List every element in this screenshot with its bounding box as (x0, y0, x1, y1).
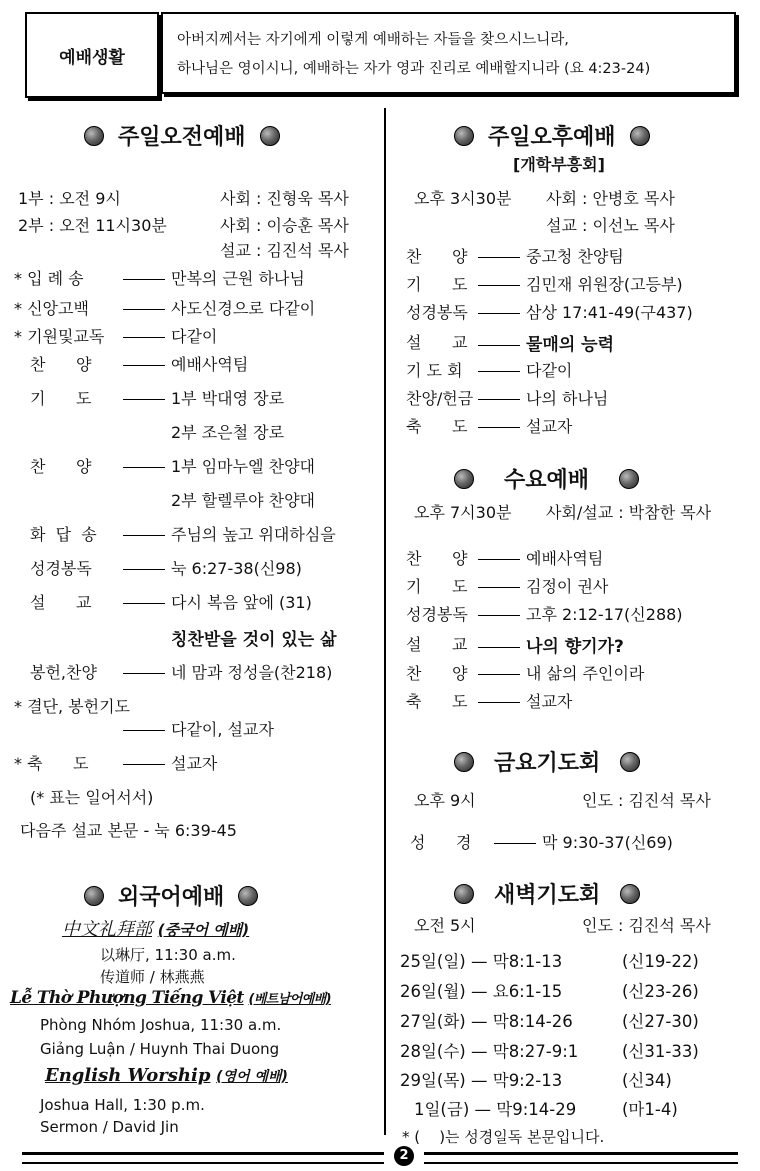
dash-icon (478, 345, 520, 346)
viet-line-2: Giảng Luận / Huynh Thai Duong (40, 1040, 280, 1058)
footer-rule-right (424, 1152, 738, 1164)
order-label: 봉헌,찬양 (30, 663, 97, 682)
order-value: 네 맘과 정성을(찬218) (117, 660, 332, 683)
dash-icon (478, 559, 520, 560)
bullet-icon (84, 126, 104, 146)
friday-heading: 금요기도회 (440, 746, 654, 777)
wednesday-heading: 수요예배 (440, 463, 653, 494)
order-value: 사도신경으로 다같이 (117, 296, 315, 319)
service2-time: 2부 : 오전 11시30분 (18, 216, 167, 235)
order-label: 축 도 (406, 692, 468, 711)
friday-time: 오후 9시 (414, 791, 476, 810)
dash-icon (478, 702, 520, 703)
page-footer (22, 1148, 738, 1163)
dash-icon (123, 399, 165, 400)
order-value: 설교자 (117, 751, 217, 774)
order-value: 2부 조은철 장로 (171, 423, 285, 442)
dawn-reading: (신19-22) (622, 952, 699, 971)
afternoon-heading: 주일오후예배 (440, 120, 664, 151)
verse-line-2: 하나님은 영이시니, 예배하는 자가 영과 진리로 예배할지니라 (요 4:23-24) (177, 61, 651, 77)
order-label: 기 도 (406, 577, 468, 596)
order-value: 나의 향기가? (472, 632, 624, 657)
order-value: 주님의 높고 위대하심을 (117, 522, 336, 545)
dash-icon (123, 569, 165, 570)
viet-title: Lễ Thờ Phượng Tiếng Việt (베트남어예배) (10, 988, 331, 1008)
bullet-icon (620, 884, 640, 904)
order-value: 김민재 위원장(고등부) (472, 272, 683, 295)
friday-value: 막 9:30-37(신69) (488, 830, 673, 853)
page-number: 2 (394, 1146, 414, 1166)
order-label: * 신앙고백 (14, 299, 89, 318)
english-line-1: Joshua Hall, 1:30 p.m. (40, 1096, 205, 1114)
dash-icon (478, 285, 520, 286)
morning-heading: 주일오전예배 (70, 120, 294, 151)
order-label: 설 교 (406, 333, 468, 352)
dash-icon (123, 673, 165, 674)
order-label: * 기원및교독 (14, 327, 105, 346)
dawn-day-row: 25일(일) — 막8:1-13 (400, 952, 563, 971)
order-value: 김정이 권사 (472, 574, 608, 597)
column-divider (384, 108, 386, 1135)
dash-icon (478, 647, 520, 648)
morning-preacher: 설교 : 김진석 목사 (220, 241, 349, 260)
order-label: 성경봉독 (30, 559, 92, 578)
dawn-reading: (신34) (622, 1071, 672, 1090)
order-label: 설 교 (30, 593, 92, 612)
order-value: 나의 하나님 (472, 386, 608, 409)
friday-leader: 인도 : 김진석 목사 (582, 791, 711, 810)
dawn-reading: (마1-4) (622, 1100, 678, 1119)
dash-icon (478, 674, 520, 675)
order-label: * 결단, 봉헌기도 (14, 697, 130, 716)
wednesday-leader: 사회/설교 : 박참한 목사 (546, 503, 712, 522)
bullet-icon (454, 884, 474, 904)
dawn-day-row: 26일(월) — 요6:1-15 (400, 982, 563, 1001)
chinese-title: 中文礼拜部 (중국어 예배) (62, 919, 250, 940)
dash-icon (123, 309, 165, 310)
order-value: 내 삶의 주인이라 (472, 661, 644, 684)
footer-rule-left (22, 1152, 384, 1164)
dawn-reading: (신27-30) (622, 1012, 699, 1031)
scripture-box (161, 12, 736, 94)
order-value: 만복의 근원 하나님 (117, 266, 305, 289)
dash-icon (478, 399, 520, 400)
order-label: 화 답 송 (30, 525, 97, 544)
order-value: 설교자 (472, 689, 572, 712)
order-label: 기 도 (406, 275, 468, 294)
dash-icon (123, 764, 165, 765)
order-label: 찬 양 (406, 549, 468, 568)
bullet-icon (619, 469, 639, 489)
standing-note: (* 표는 일어서서) (30, 788, 154, 807)
order-value: 다같이 (472, 358, 572, 381)
dash-icon (478, 615, 520, 616)
dawn-day-row: 1일(금) — 막9:14-29 (414, 1100, 577, 1119)
dash-icon (123, 279, 165, 280)
chinese-line-1: 以琳厅, 11:30 a.m. (100, 946, 236, 964)
order-value: 1부 박대영 장로 (117, 386, 284, 409)
dash-icon (123, 467, 165, 468)
bullet-icon (84, 886, 104, 906)
reading-note: * ( )는 성경일독 본문입니다. (402, 1128, 605, 1146)
order-value: 2부 할렐루야 찬양대 (171, 491, 315, 510)
dawn-day-row: 29일(목) — 막9:2-13 (400, 1071, 563, 1090)
dash-icon (123, 365, 165, 366)
english-title: English Worship (영어 예배) (45, 1065, 288, 1086)
wednesday-time: 오후 7시30분 (414, 503, 512, 522)
bullet-icon (454, 126, 474, 146)
dash-icon (123, 337, 165, 338)
bullet-icon (630, 126, 650, 146)
bullet-icon (620, 752, 640, 772)
order-label: 찬 양 (30, 457, 92, 476)
order-label: * 축 도 (14, 754, 89, 773)
dash-icon (123, 730, 165, 731)
bullet-icon (238, 886, 258, 906)
order-label: 찬 양 (406, 247, 468, 266)
chinese-line-2: 传道师 / 林燕燕 (100, 968, 205, 986)
dawn-leader: 인도 : 김진석 목사 (582, 916, 711, 935)
order-value: 다같이, 설교자 (117, 717, 274, 740)
order-label: 성경봉독 (406, 605, 468, 624)
order-value: 예배사역팀 (117, 352, 248, 375)
friday-label: 성 경 (410, 833, 472, 852)
dawn-reading: (신31-33) (622, 1042, 699, 1061)
dash-icon (478, 587, 520, 588)
order-value: 1부 임마누엘 찬양대 (117, 454, 315, 477)
dawn-day-row: 27일(화) — 막8:14-26 (400, 1012, 573, 1031)
bullet-icon (260, 126, 280, 146)
order-value: 중고청 찬양팀 (472, 244, 624, 267)
next-week-text: 다음주 설교 본문 - 눅 6:39-45 (20, 821, 237, 840)
service1-time: 1부 : 오전 9시 (18, 189, 121, 208)
section-label: 예배생활 (25, 12, 159, 98)
order-value: 삼상 17:41-49(구437) (472, 300, 693, 323)
afternoon-time: 오후 3시30분 (414, 189, 512, 208)
dash-icon (123, 603, 165, 604)
dash-icon (478, 371, 520, 372)
dash-icon (478, 427, 520, 428)
order-value: 다같이 (117, 324, 217, 347)
afternoon-subtitle: [개학부흥회] (513, 155, 605, 174)
order-label: 축 도 (406, 417, 468, 436)
order-label: 찬 양 (406, 664, 468, 683)
english-line-2: Sermon / David Jin (40, 1118, 179, 1136)
order-label: 찬양/헌금 (406, 389, 474, 408)
order-label: * 입 례 송 (14, 269, 84, 288)
dawn-heading: 새벽기도회 (440, 878, 654, 909)
sermon-title: 칭찬받을 것이 있는 삶 (171, 630, 337, 650)
order-value: 설교자 (472, 414, 572, 437)
order-label: 기 도 회 (406, 361, 463, 380)
afternoon-preacher: 설교 : 이선노 목사 (546, 216, 675, 235)
verse-line-1: 아버지께서는 자기에게 이렇게 예배하는 자들을 찾으시느니라, (177, 32, 569, 48)
order-value: 다시 복음 앞에 (31) (117, 590, 312, 613)
order-value: 물매의 능력 (472, 330, 614, 355)
order-value: 예배사역팀 (472, 546, 603, 569)
order-label: 설 교 (406, 635, 468, 654)
order-label: 찬 양 (30, 355, 92, 374)
dawn-reading: (신23-26) (622, 982, 699, 1001)
dash-icon (494, 843, 536, 844)
order-label: 기 도 (30, 389, 92, 408)
dash-icon (478, 257, 520, 258)
order-value: 고후 2:12-17(신288) (472, 602, 683, 625)
order-label: 성경봉독 (406, 303, 468, 322)
dash-icon (478, 313, 520, 314)
viet-line-1: Phòng Nhóm Joshua, 11:30 a.m. (40, 1016, 282, 1034)
afternoon-leader: 사회 : 안병호 목사 (546, 189, 675, 208)
bullet-icon (454, 469, 474, 489)
bullet-icon (454, 752, 474, 772)
order-value: 눅 6:27-38(신98) (117, 556, 302, 579)
service1-leader: 사회 : 진형욱 목사 (220, 189, 349, 208)
dawn-day-row: 28일(수) — 막8:27-9:1 (400, 1042, 579, 1061)
dash-icon (123, 535, 165, 536)
service2-leader: 사회 : 이승훈 목사 (220, 216, 349, 235)
foreign-heading: 외국어예배 (70, 880, 272, 911)
dawn-time: 오전 5시 (414, 916, 476, 935)
